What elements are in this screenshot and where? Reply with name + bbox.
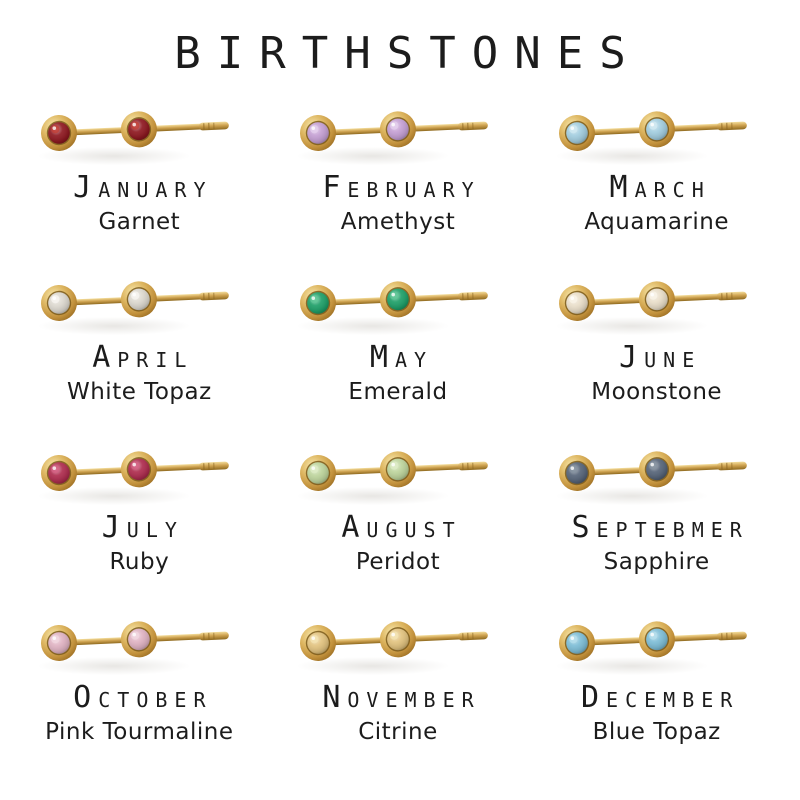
- stud2-bezel: [120, 451, 158, 489]
- month-label: NOVEMBER: [322, 680, 481, 715]
- month-cell: [10, 257, 269, 427]
- earring-image: [290, 261, 506, 339]
- month-label: OCTOBER: [73, 680, 213, 715]
- stone-label: Peridot: [355, 548, 441, 575]
- stud2-bezel: [638, 281, 676, 319]
- stud2-bezel: [120, 111, 158, 149]
- month-label: AUGUST: [341, 510, 462, 545]
- stud2-bezel: [120, 281, 158, 319]
- month-label: SEPTEBMER: [571, 510, 749, 545]
- stud2-bezel: [120, 621, 158, 659]
- stud2-bezel: [379, 281, 417, 319]
- earring-image: [549, 431, 765, 509]
- month-cell: [269, 427, 528, 597]
- stone-label: Garnet: [98, 208, 181, 235]
- month-label: MAY: [369, 340, 434, 375]
- month-label: JULY: [101, 510, 184, 545]
- month-cell: [527, 87, 786, 257]
- month-label: JANUARY: [73, 170, 213, 205]
- stone-label: Citrine: [358, 718, 438, 745]
- earring-reflection: [298, 487, 448, 505]
- earring-reflection: [39, 657, 189, 675]
- stone-label: Pink Tourmaline: [45, 718, 234, 745]
- month-cell: [10, 427, 269, 597]
- stud2-bezel: [379, 111, 417, 149]
- months-grid: [0, 87, 800, 767]
- earring-image: [549, 601, 765, 679]
- earring-reflection: [557, 487, 707, 505]
- earring-reflection: [557, 657, 707, 675]
- stone-label: Ruby: [109, 548, 170, 575]
- earring-image: [290, 431, 506, 509]
- stud2-bezel: [638, 111, 676, 149]
- earring-image: [549, 91, 765, 169]
- stud2-bezel: [379, 621, 417, 659]
- earring-reflection: [298, 657, 448, 675]
- month-label: MARCH: [609, 170, 711, 205]
- month-cell: [269, 257, 528, 427]
- earring-reflection: [557, 147, 707, 165]
- month-cell: [269, 87, 528, 257]
- earring-reflection: [298, 147, 448, 165]
- month-label: FEBRUARY: [322, 170, 481, 205]
- earring-image: [31, 601, 247, 679]
- stud2-bezel: [638, 621, 676, 659]
- earring-reflection: [39, 487, 189, 505]
- earring-image: [290, 601, 506, 679]
- earring-reflection: [39, 317, 189, 335]
- earring-image: [290, 91, 506, 169]
- page-title: BIRTHSTONES: [174, 28, 642, 79]
- earring-image: [31, 261, 247, 339]
- earring-image: [549, 261, 765, 339]
- month-cell: [269, 597, 528, 767]
- stone-label: Blue Topaz: [592, 718, 721, 745]
- month-label: DECEMBER: [580, 680, 740, 715]
- month-cell: [10, 597, 269, 767]
- earring-image: [31, 91, 247, 169]
- month-cell: [527, 427, 786, 597]
- stud2-bezel: [379, 451, 417, 489]
- stone-label: Moonstone: [591, 378, 723, 405]
- earring-image: [31, 431, 247, 509]
- month-label: JUNE: [619, 340, 702, 375]
- earring-reflection: [39, 147, 189, 165]
- stone-label: Emerald: [348, 378, 448, 405]
- earring-reflection: [298, 317, 448, 335]
- month-label: APRIL: [92, 340, 194, 375]
- month-cell: [527, 597, 786, 767]
- month-cell: [10, 87, 269, 257]
- stone-label: White Topaz: [66, 378, 212, 405]
- earring-reflection: [557, 317, 707, 335]
- stone-label: Sapphire: [603, 548, 710, 575]
- stone-label: Aquamarine: [584, 208, 729, 235]
- stud2-bezel: [638, 451, 676, 489]
- stone-label: Amethyst: [340, 208, 456, 235]
- month-cell: [527, 257, 786, 427]
